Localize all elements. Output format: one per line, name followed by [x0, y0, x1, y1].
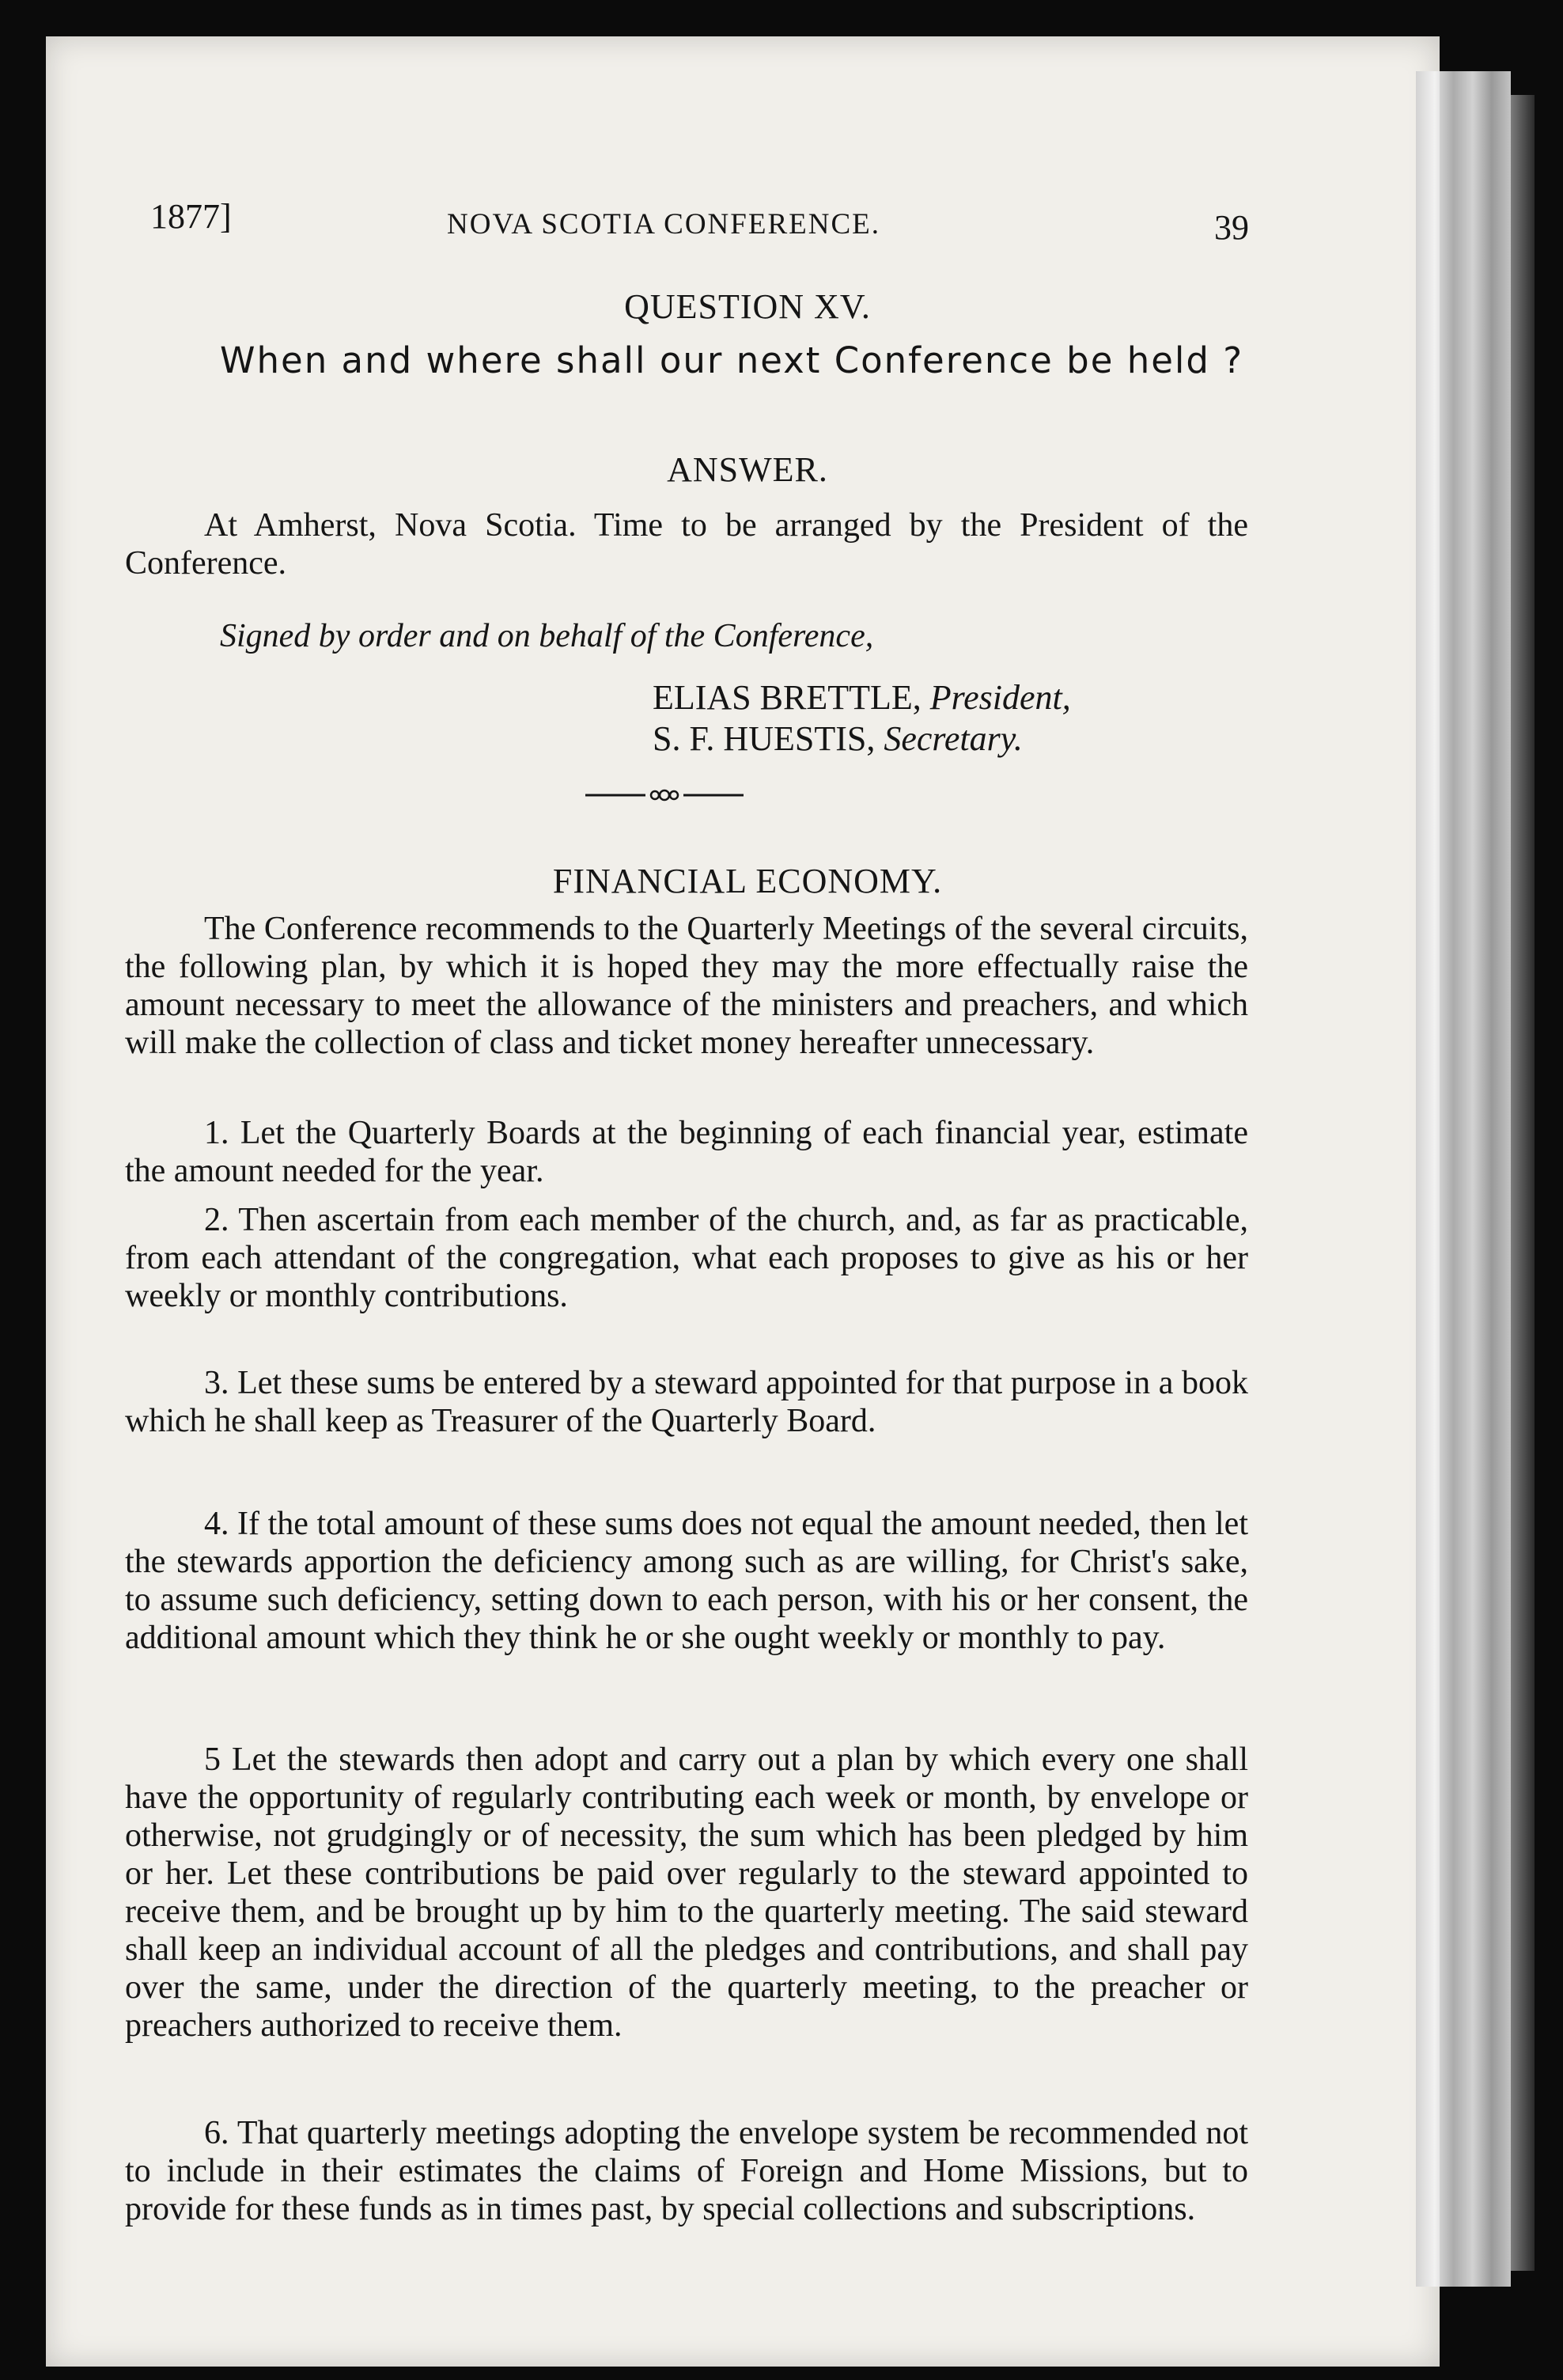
question-text: When and where shall our next Conference be held ?: [220, 339, 1244, 381]
running-year: 1877]: [150, 197, 232, 236]
financial-item-4: 4. If the total amount of these sums does not equal the amount needed, then let the stewards apportion the deficiency among such as are willing, for Christ's sake, to assume such deficiency, setting down to each person, with his or her consent, the additional amount which they think he or she ought weekly or monthly to pay.: [125, 1506, 1248, 1656]
signer-secretary: [653, 718, 1023, 759]
financial-item-3: 3. Let these sums be entered by a steward appointed for that purpose in a book which he shall keep as Treasurer of the Quarterly Board.: [125, 1365, 1248, 1439]
financial-heading: FINANCIAL ECONOMY.: [552, 862, 943, 900]
financial-item-2: 2. Then ascertain from each member of the church, and, as far as practicable, from each attendant of the congregation, what each proposes to give as his or her weekly or monthly contributions.: [125, 1202, 1248, 1314]
answer-text: At Amherst, Nova Scotia. Time to be arranged by the President of the Conference.: [125, 507, 1248, 582]
ornament-divider: [585, 787, 744, 803]
question-heading: QUESTION XV.: [624, 287, 871, 326]
running-title: NOVA SCOTIA CONFERENCE.: [447, 208, 880, 241]
financial-intro: The Conference recommends to the Quarterly Meetings of the several circuits, the following plan, by which it is hoped they may the more effectually raise the amount necessary to meet the allowance of the ministers and preachers, and which will make the collection of class and ticket money hereafter unnecessary.: [125, 911, 1248, 1061]
financial-item-5: 5 Let the stewards then adopt and carry out a plan by which every one shall have the opportunity of regularly contributing each week or month, by envelope or otherwise, not grudgingly or of necessity, the sum which has been pledged by him or her. Let these contributions be paid over regularly to the steward appointed to receive them, and be brought up by him to the quarterly meeting. The said steward shall keep an individual account of all the pledges and contributions, and shall pay over the same, under the direction of the quarterly meeting, to the preacher or preachers authorized to receive them.: [125, 1741, 1248, 2044]
financial-item-6: 6. That quarterly meetings adopting the envelope system be recommended not to include in their estimates the claims of Foreign and Home Missions, but to provide for these funds as in times past, by special collections and subscriptions.: [125, 2115, 1248, 2227]
page-number: 39: [1214, 208, 1249, 247]
signer-role: President,: [929, 678, 1071, 717]
signer-role: Secretary.: [884, 719, 1023, 758]
signer-name: S. F. HUESTIS,: [653, 719, 884, 758]
signer-president: [653, 677, 1071, 718]
signer-name: ELIAS BRETTLE,: [653, 678, 930, 717]
financial-item-1: 1. Let the Quarterly Boards at the beginning of each financial year, estimate the amount needed for the year.: [125, 1115, 1248, 1189]
signed-line: Signed by order and on behalf of the Conference,: [220, 618, 874, 654]
answer-heading: ANSWER.: [667, 450, 828, 489]
